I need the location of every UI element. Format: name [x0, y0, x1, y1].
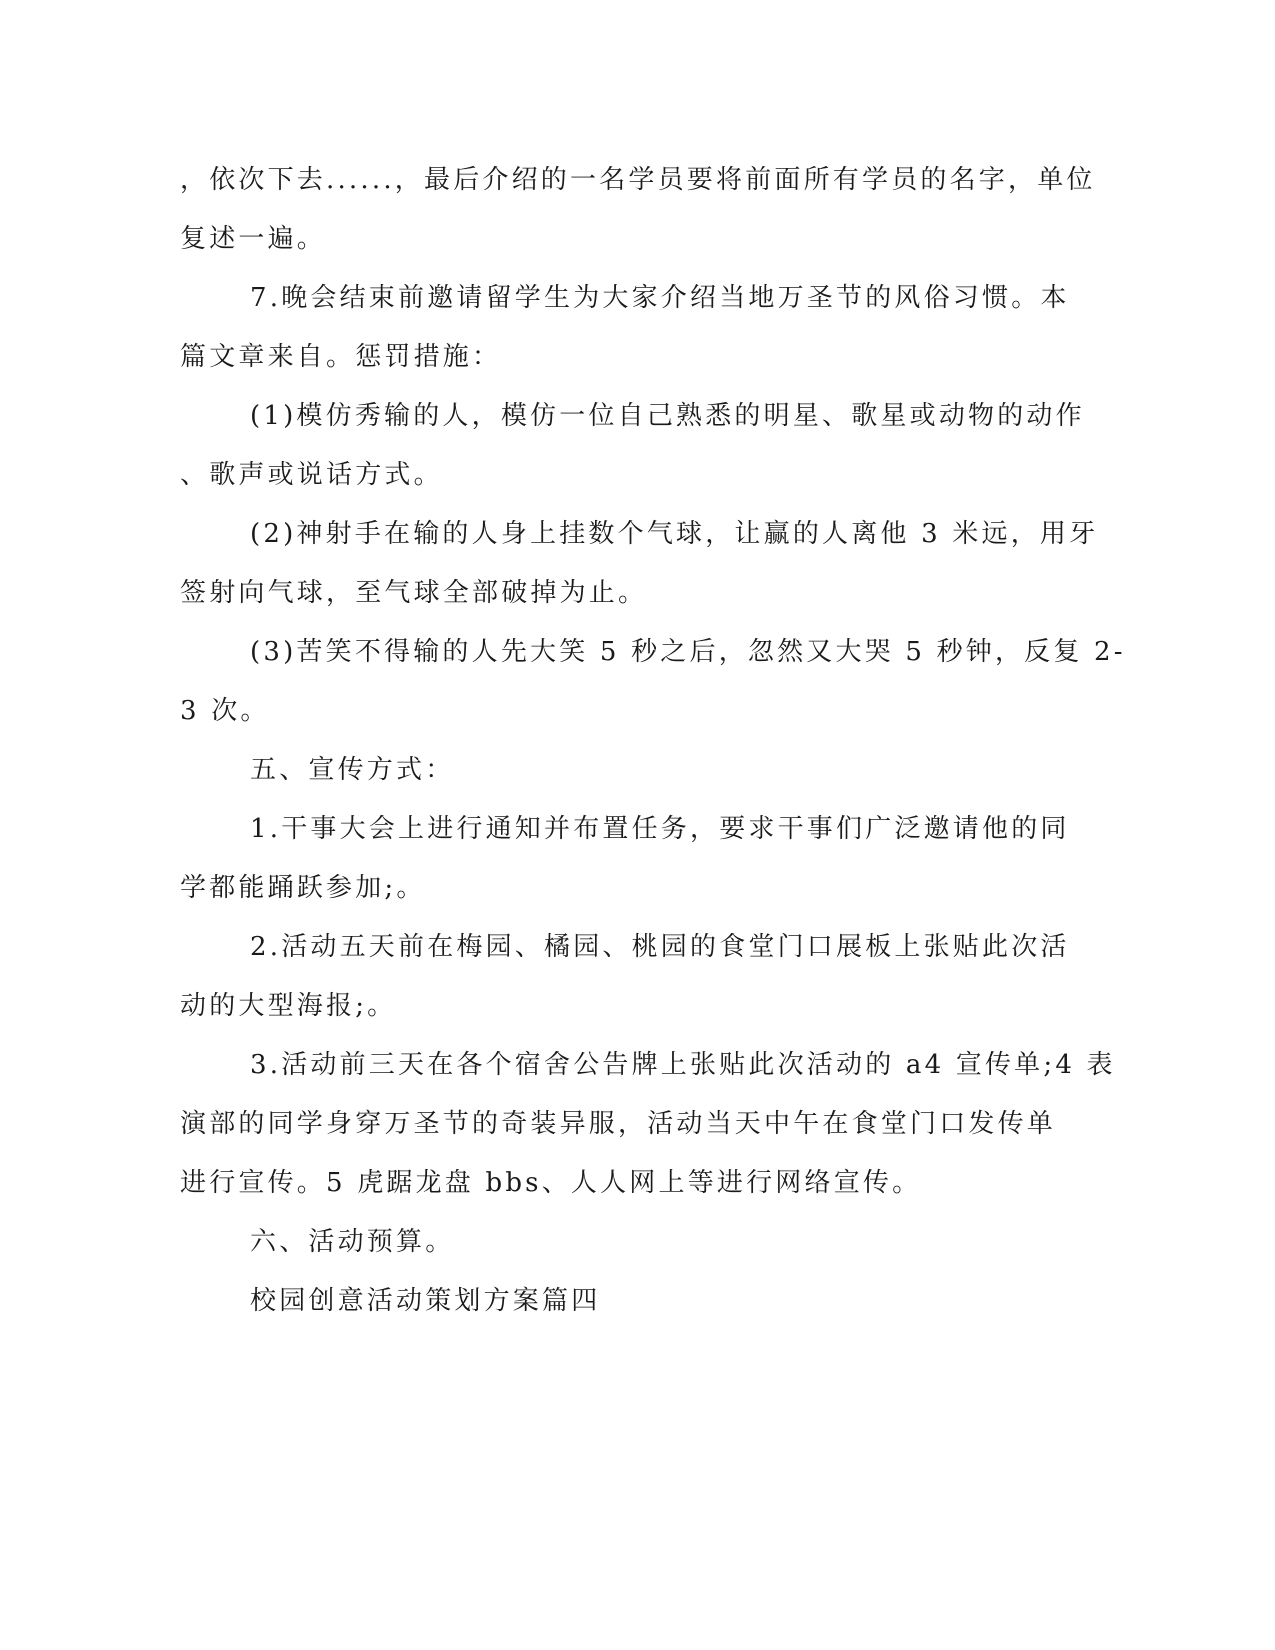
text-line: 3 次。	[180, 696, 270, 726]
text-line: ，依次下去......，最后介绍的一名学员要将前面所有学员的名字，单位	[180, 165, 1096, 195]
text-line: 签射向气球，至气球全部破掉为止。	[180, 578, 648, 608]
text-line: 动的大型海报;。	[180, 991, 397, 1021]
paragraph-start-line: (3)苦笑不得输的人先大笑 5 秒之后，忽然又大哭 5 秒钟，反复 2-	[250, 637, 1126, 667]
paragraph-start-line: 1.干事大会上进行通知并布置任务，要求干事们广泛邀请他的同	[250, 814, 1070, 844]
paragraph-start-line: 7.晚会结束前邀请留学生为大家介绍当地万圣节的风俗习惯。本	[250, 283, 1070, 313]
text-line: 演部的同学身穿万圣节的奇装异服，活动当天中午在食堂门口发传单	[180, 1109, 1057, 1139]
paragraph-start-line: 3.活动前三天在各个宿舍公告牌上张贴此次活动的 a4 宣传单;4 表	[250, 1050, 1116, 1080]
paragraph-start-line: 2.活动五天前在梅园、橘园、桃园的食堂门口展板上张贴此次活	[250, 932, 1070, 962]
text-line: 、歌声或说话方式。	[180, 460, 443, 490]
article-title: 校园创意活动策划方案篇四	[250, 1286, 601, 1316]
section-heading: 五、宣传方式：	[250, 755, 455, 785]
text-line: 复述一遍。	[180, 224, 327, 254]
text-line: 学都能踊跃参加;。	[180, 873, 426, 903]
section-heading: 六、活动预算。	[250, 1227, 455, 1257]
paragraph-start-line: (1)模仿秀输的人，模仿一位自己熟悉的明星、歌星或动物的动作	[250, 401, 1085, 431]
paragraph-start-line: (2)神射手在输的人身上挂数个气球，让赢的人离他 3 米远，用牙	[250, 519, 1099, 549]
text-line: 进行宣传。5 虎踞龙盘 bbs、人人网上等进行网络宣传。	[180, 1168, 922, 1198]
text-line: 篇文章来自。惩罚措施：	[180, 342, 502, 372]
